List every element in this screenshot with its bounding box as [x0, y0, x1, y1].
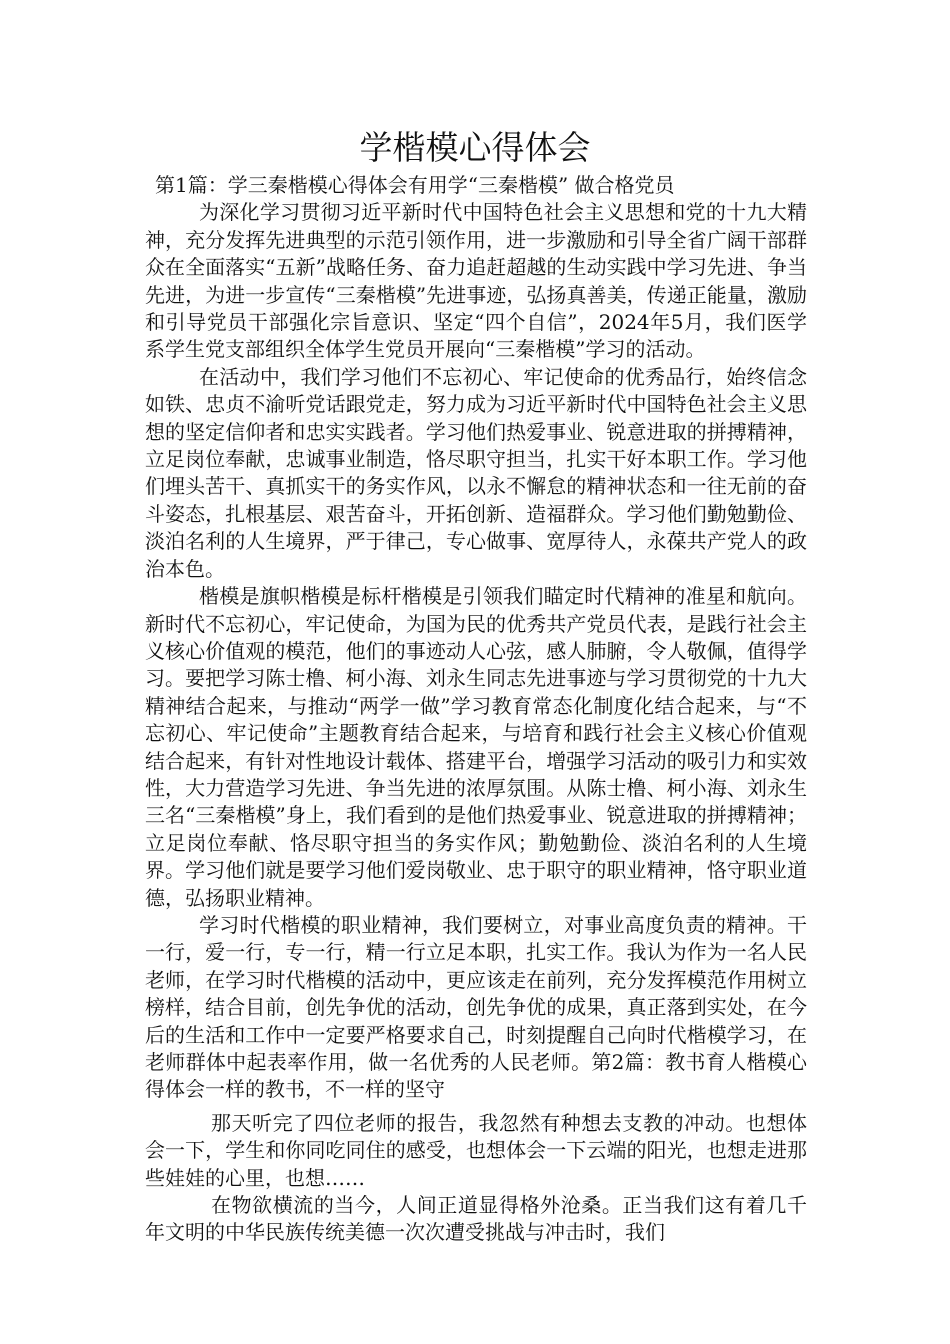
document-title: 学楷模心得体会 [359, 128, 591, 167]
section-heading: 第1篇：学三秦楷模心得体会有用学“三秦楷模” 做合格党员 [155, 173, 675, 197]
body-paragraph-6: 在物欲横流的当今，人间正道显得格外沧桑。正当我们这有着几千年文明的中华民族传统美德一次次遭受挑战与冲击时，我们 [145, 1193, 807, 1245]
body-paragraph-5: 那天听完了四位老师的报告，我忽然有种想去支教的冲动。也想体会一下，学生和你同吃同住的感受，也想体会一下云端的阳光，也想走进那些娃娃的心里，也想…… [145, 1110, 807, 1190]
body-paragraph-2: 在活动中，我们学习他们不忘初心、牢记使命的优秀品行，始终信念如铁、忠贞不渝听党话跟党走，努力成为习近平新时代中国特色社会主义思想的坚定信仰者和忠实实践者。学习他们热爱事业、锐意进取的拼搏精神，立足岗位奉献，忠诚事业制造，恪尽职守担当，扎实干好本职工作。学习他们埋头苦干、真抓实干的务实作风，以永不懈怠的精神状态和一往无前的奋斗姿态，扎根基层、艰苦奋斗，开拓创新、造福群众。学习他们勤勉勤俭、淡泊名利的人生境界，严于律己，专心做事、宽厚待人，永葆共产党人的政治本色。 [145, 364, 807, 581]
document-body [145, 172, 807, 1247]
body-paragraph-3: 楷模是旗帜楷模是标杆楷模是引领我们瞄定时代精神的准星和航向。新时代不忘初心，牢记使命，为国为民的优秀共产党员代表，是践行社会主义核心价值观的模范，他们的事迹动人心弦，感人肺腑，令人敬佩，值得学习。要把学习陈士橹、柯小海、刘永生同志先进事迹与学习贯彻党的十九大精神结合起来，与推动“两学一做”学习教育常态化制度化结合起来，与“不忘初心、牢记使命”主题教育结合起来，与培育和践行社会主义核心价值观结合起来，有针对性地设计载体、搭建平台，增强学习活动的吸引力和实效性，大力营造学习先进、争当先进的浓厚氛围。从陈士橹、柯小海、刘永生三名“三秦楷模”身上，我们看到的是他们热爱事业、锐意进取的拼搏精神；立足岗位奉献、恪尽职守担当的务实作风；勤勉勤俭、淡泊名利的人生境界。学习他们就是要学习他们爱岗敬业、忠于职守的职业精神，恪守职业道德，弘扬职业精神。 [145, 584, 807, 910]
body-paragraph-4: 学习时代楷模的职业精神，我们要树立，对事业高度负责的精神。干一行，爱一行，专一行，精一行立足本职，扎实工作。我认为作为一名人民老师，在学习时代楷模的活动中，更应该走在前列，充分发挥模范作用树立榜样，结合目前，创先争优的活动，创先争优的成果，真正落到实处，在今后的生活和工作中一定要严格要求自己，时刻提醒自己向时代楷模学习，在老师群体中起表率作用，做一名优秀的人民老师。第2篇：教书育人楷模心得体会一样的教书，不一样的坚守 [145, 912, 807, 1102]
body-paragraph-1: 为深化学习贯彻习近平新时代中国特色社会主义思想和党的十九大精神，充分发挥先进典型的示范引领作用，进一步激励和引导全省广阔干部群众在全面落实“五新”战略任务、奋力追赶超越的生动实践中学习先进、争当先进，为进一步宣传“三秦楷模”先进事迹，弘扬真善美，传递正能量，激励和引导党员干部强化宗旨意识、坚定“四个自信”，2024年5月，我们医学系学生党支部组织全体学生党员开展向“三秦楷模”学习的活动。 [145, 200, 807, 362]
